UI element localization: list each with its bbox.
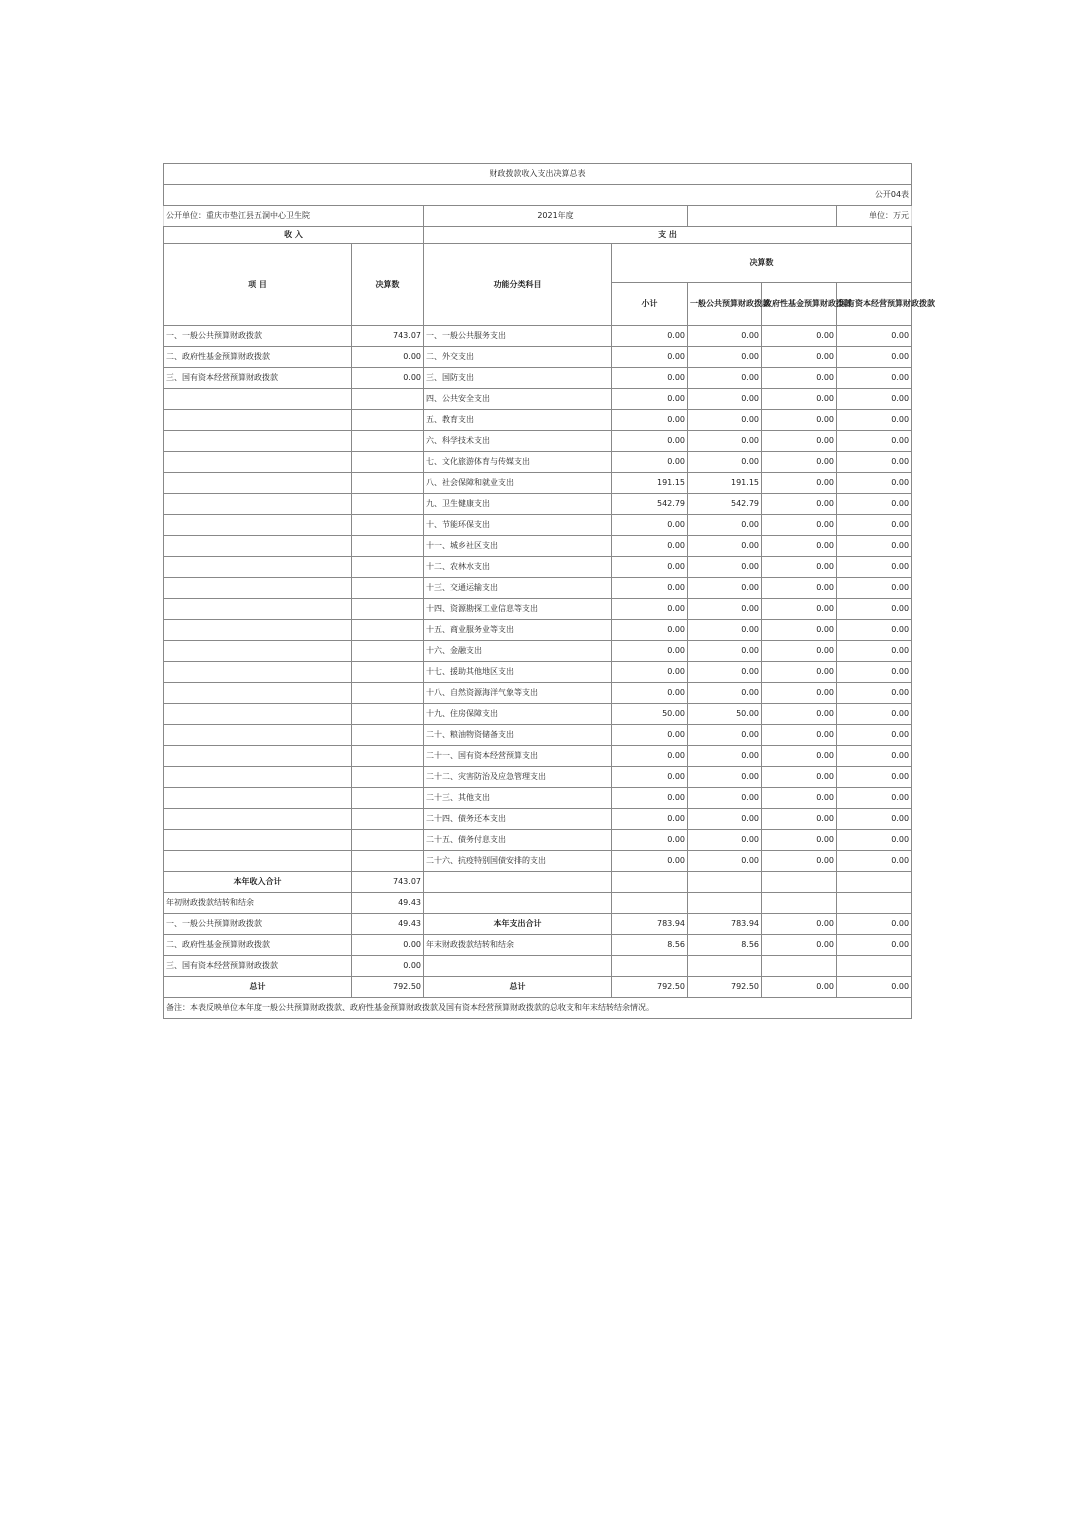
cell-inc-amt: [352, 557, 424, 578]
cell-inc-amt: [352, 809, 424, 830]
cell-exp-item: 二十一、国有资本经营预算支出: [424, 746, 612, 767]
cell-v2: 0.00: [688, 452, 762, 473]
cell-exp-item: 十一、城乡社区支出: [424, 536, 612, 557]
table-row: [164, 704, 912, 725]
cell-v2: 0.00: [688, 662, 762, 683]
cell-v4: 0.00: [837, 746, 912, 767]
footnote: 备注：本表反映单位本年度一般公共预算财政拨款、政府性基金预算财政拨款及国有资本经营预算财政拨款的总收支和年末结转结余情况。: [164, 998, 912, 1019]
cell-v1: 0.00: [612, 788, 688, 809]
cell-exp-item: 二十二、灾害防治及应急管理支出: [424, 767, 612, 788]
cell-v1: 0.00: [612, 746, 688, 767]
carry3-amount: 0.00: [352, 956, 424, 977]
col-func-class: 功能分类科目: [424, 244, 612, 326]
cell-v2: 0.00: [688, 431, 762, 452]
cell-v4: 0.00: [837, 662, 912, 683]
carry3-label: 三、国有资本经营预算财政拨款: [164, 956, 352, 977]
cell-v4: 0.00: [837, 326, 912, 347]
carry-label: 年初财政拨款结转和结余: [164, 893, 352, 914]
cell-v1: 0.00: [612, 599, 688, 620]
cell-exp-item: 九、卫生健康支出: [424, 494, 612, 515]
cell-exp-item: 五、教育支出: [424, 410, 612, 431]
cell-v1: 542.79: [612, 494, 688, 515]
table-row: [164, 452, 912, 473]
cell-v1: 0.00: [612, 830, 688, 851]
col-state-capital: 国有资本经营预算财政拨款: [837, 283, 912, 326]
cell-v3: 0.00: [762, 746, 837, 767]
cell-inc-item: [164, 473, 352, 494]
cell-inc-item: [164, 599, 352, 620]
cell-v4: 0.00: [837, 683, 912, 704]
income-header: 收 入: [164, 227, 424, 244]
cell-inc-amt: [352, 599, 424, 620]
currency-unit: 单位：万元: [837, 206, 912, 227]
table-row: [164, 767, 912, 788]
cell-v2: 0.00: [688, 326, 762, 347]
table-row: [164, 536, 912, 557]
cell-v1: 0.00: [612, 410, 688, 431]
grand-expense-label: 总计: [424, 977, 612, 998]
cell-v3: 0.00: [762, 410, 837, 431]
cell-inc-item: [164, 389, 352, 410]
table-row: [164, 389, 912, 410]
col-amount: 决算数: [352, 244, 424, 326]
cell-inc-item: 一、一般公共预算财政拨款: [164, 326, 352, 347]
cell-exp-item: 十七、援助其他地区支出: [424, 662, 612, 683]
cell-v2: 0.00: [688, 368, 762, 389]
table-row: [164, 662, 912, 683]
cell-inc-item: [164, 725, 352, 746]
cell-inc-item: [164, 809, 352, 830]
cell-v2: 0.00: [688, 809, 762, 830]
cell-v2: 0.00: [688, 536, 762, 557]
grand-expense-3: 0.00: [837, 977, 912, 998]
cell-v3: 0.00: [762, 725, 837, 746]
cell-v1: 0.00: [612, 683, 688, 704]
cell-inc-item: [164, 536, 352, 557]
table-row: [164, 746, 912, 767]
table-row: [164, 620, 912, 641]
cell-v2: 0.00: [688, 578, 762, 599]
cell-v4: 0.00: [837, 704, 912, 725]
cell-exp-item: 十、节能环保支出: [424, 515, 612, 536]
cell-exp-item: 二十、粮油物资储备支出: [424, 725, 612, 746]
cell-exp-item: 三、国防支出: [424, 368, 612, 389]
cell-v1: 50.00: [612, 704, 688, 725]
cell-inc-amt: [352, 452, 424, 473]
cell-inc-amt: [352, 746, 424, 767]
cell-v4: 0.00: [837, 620, 912, 641]
cell-v4: 0.00: [837, 830, 912, 851]
cell-v4: 0.00: [837, 767, 912, 788]
cell-inc-item: [164, 662, 352, 683]
end-carry-3: 0.00: [837, 935, 912, 956]
cell-v3: 0.00: [762, 494, 837, 515]
cell-v2: 0.00: [688, 830, 762, 851]
cell-v1: 0.00: [612, 557, 688, 578]
cell-inc-amt: [352, 578, 424, 599]
cell-inc-amt: [352, 704, 424, 725]
cell-exp-item: 四、公共安全支出: [424, 389, 612, 410]
col-general: 一般公共预算财政拨款: [688, 283, 762, 326]
cell-inc-item: [164, 431, 352, 452]
cell-v3: 0.00: [762, 620, 837, 641]
cell-exp-item: 十八、自然资源海洋气象等支出: [424, 683, 612, 704]
cell-v3: 0.00: [762, 473, 837, 494]
carry-amount: 49.43: [352, 893, 424, 914]
cell-v2: 50.00: [688, 704, 762, 725]
cell-inc-item: 三、国有资本经营预算财政拨款: [164, 368, 352, 389]
cell-inc-item: [164, 641, 352, 662]
cell-v3: 0.00: [762, 830, 837, 851]
table-row: [164, 515, 912, 536]
grand-income: 792.50: [352, 977, 424, 998]
cell-v4: 0.00: [837, 515, 912, 536]
cell-v4: 0.00: [837, 809, 912, 830]
cell-v3: 0.00: [762, 368, 837, 389]
cell-v3: 0.00: [762, 452, 837, 473]
cell-inc-item: [164, 851, 352, 872]
col-item: 项 目: [164, 244, 352, 326]
cell-v4: 0.00: [837, 347, 912, 368]
cell-v3: 0.00: [762, 788, 837, 809]
table-row: [164, 347, 912, 368]
cell-exp-item: 八、社会保障和就业支出: [424, 473, 612, 494]
budget-sheet: [163, 163, 935, 1019]
table-row: [164, 788, 912, 809]
cell-v4: 0.00: [837, 536, 912, 557]
expense-total-0: 783.94: [612, 914, 688, 935]
cell-v4: 0.00: [837, 641, 912, 662]
cell-v1: 0.00: [612, 326, 688, 347]
cell-v1: 0.00: [612, 536, 688, 557]
income-total: 743.07: [352, 872, 424, 893]
fiscal-year: 2021年度: [424, 206, 688, 227]
cell-exp-item: 十三、交通运输支出: [424, 578, 612, 599]
cell-v1: 0.00: [612, 767, 688, 788]
cell-inc-item: [164, 788, 352, 809]
expense-header: 支 出: [424, 227, 912, 244]
end-carry-1: 8.56: [688, 935, 762, 956]
cell-exp-item: 二十五、债务付息支出: [424, 830, 612, 851]
cell-inc-amt: [352, 830, 424, 851]
cell-exp-item: 二十四、债务还本支出: [424, 809, 612, 830]
cell-v3: 0.00: [762, 683, 837, 704]
cell-v4: 0.00: [837, 368, 912, 389]
final-accounts-table: [163, 163, 935, 1019]
table-row: [164, 641, 912, 662]
cell-v4: 0.00: [837, 431, 912, 452]
cell-exp-item: 十四、资源勘探工业信息等支出: [424, 599, 612, 620]
cell-v1: 0.00: [612, 641, 688, 662]
cell-v3: 0.00: [762, 704, 837, 725]
cell-inc-item: [164, 452, 352, 473]
cell-inc-amt: 0.00: [352, 347, 424, 368]
table-row: [164, 494, 912, 515]
cell-inc-item: [164, 704, 352, 725]
cell-inc-item: [164, 683, 352, 704]
table-row: [164, 599, 912, 620]
cell-exp-item: 二十三、其他支出: [424, 788, 612, 809]
table-row: [164, 473, 912, 494]
cell-inc-item: [164, 410, 352, 431]
cell-inc-item: [164, 830, 352, 851]
cell-v2: 0.00: [688, 788, 762, 809]
cell-v3: 0.00: [762, 431, 837, 452]
cell-inc-amt: [352, 851, 424, 872]
cell-inc-amt: [352, 431, 424, 452]
col-final: 决算数: [612, 244, 912, 283]
table-row: [164, 431, 912, 452]
cell-v3: 0.00: [762, 599, 837, 620]
cell-inc-amt: 743.07: [352, 326, 424, 347]
cell-v3: 0.00: [762, 641, 837, 662]
cell-inc-item: [164, 578, 352, 599]
expense-total-2: 0.00: [762, 914, 837, 935]
cell-inc-amt: [352, 662, 424, 683]
sheet-title: 财政拨款收入支出决算总表: [164, 164, 912, 185]
cell-v1: 0.00: [612, 578, 688, 599]
table-row: [164, 725, 912, 746]
cell-v4: 0.00: [837, 410, 912, 431]
cell-exp-item: 二、外交支出: [424, 347, 612, 368]
cell-v2: 542.79: [688, 494, 762, 515]
cell-exp-item: 十二、农林水支出: [424, 557, 612, 578]
cell-exp-item: 七、文化旅游体育与传媒支出: [424, 452, 612, 473]
cell-v2: 191.15: [688, 473, 762, 494]
cell-v4: 0.00: [837, 599, 912, 620]
cell-v1: 0.00: [612, 389, 688, 410]
table-row: [164, 578, 912, 599]
carry2-label: 二、政府性基金预算财政拨款: [164, 935, 352, 956]
cell-v2: 0.00: [688, 557, 762, 578]
cell-v4: 0.00: [837, 725, 912, 746]
cell-v2: 0.00: [688, 746, 762, 767]
grand-income-label: 总计: [164, 977, 352, 998]
end-carry-2: 0.00: [762, 935, 837, 956]
cell-v1: 0.00: [612, 620, 688, 641]
cell-inc-amt: 0.00: [352, 368, 424, 389]
cell-v1: 0.00: [612, 347, 688, 368]
cell-v4: 0.00: [837, 788, 912, 809]
cell-v2: 0.00: [688, 389, 762, 410]
cell-v1: 0.00: [612, 662, 688, 683]
cell-inc-amt: [352, 767, 424, 788]
cell-v4: 0.00: [837, 473, 912, 494]
unit-label: 公开单位：重庆市垫江县五洞中心卫生院: [164, 206, 424, 227]
cell-inc-item: 二、政府性基金预算财政拨款: [164, 347, 352, 368]
cell-v3: 0.00: [762, 578, 837, 599]
cell-v2: 0.00: [688, 347, 762, 368]
cell-v3: 0.00: [762, 851, 837, 872]
table-row: [164, 326, 912, 347]
cell-inc-item: [164, 620, 352, 641]
cell-inc-amt: [352, 683, 424, 704]
col-subtotal: 小计: [612, 283, 688, 326]
cell-v2: 0.00: [688, 620, 762, 641]
table-row: [164, 683, 912, 704]
cell-v2: 0.00: [688, 725, 762, 746]
cell-exp-item: 二十六、抗疫特别国债安排的支出: [424, 851, 612, 872]
carry1-amount: 49.43: [352, 914, 424, 935]
cell-v1: 191.15: [612, 473, 688, 494]
cell-inc-amt: [352, 788, 424, 809]
cell-inc-item: [164, 557, 352, 578]
cell-inc-amt: [352, 641, 424, 662]
cell-inc-amt: [352, 410, 424, 431]
cell-v3: 0.00: [762, 515, 837, 536]
cell-exp-item: 十五、商业服务业等支出: [424, 620, 612, 641]
expense-total-3: 0.00: [837, 914, 912, 935]
cell-inc-item: [164, 767, 352, 788]
cell-inc-item: [164, 746, 352, 767]
table-row: [164, 410, 912, 431]
cell-v4: 0.00: [837, 389, 912, 410]
carry1-label: 一、一般公共预算财政拨款: [164, 914, 352, 935]
cell-v3: 0.00: [762, 767, 837, 788]
grand-expense-0: 792.50: [612, 977, 688, 998]
table-row: [164, 557, 912, 578]
expense-total-1: 783.94: [688, 914, 762, 935]
cell-v1: 0.00: [612, 368, 688, 389]
cell-v2: 0.00: [688, 515, 762, 536]
cell-inc-item: [164, 515, 352, 536]
cell-v2: 0.00: [688, 683, 762, 704]
cell-inc-amt: [352, 725, 424, 746]
cell-inc-amt: [352, 473, 424, 494]
cell-v4: 0.00: [837, 578, 912, 599]
expense-total-label: 本年支出合计: [424, 914, 612, 935]
cell-v2: 0.00: [688, 641, 762, 662]
form-number: 公开04表: [837, 185, 912, 206]
cell-inc-amt: [352, 620, 424, 641]
cell-v1: 0.00: [612, 515, 688, 536]
end-carry-0: 8.56: [612, 935, 688, 956]
cell-exp-item: 十六、金融支出: [424, 641, 612, 662]
table-row: [164, 851, 912, 872]
cell-inc-item: [164, 494, 352, 515]
cell-exp-item: 十九、住房保障支出: [424, 704, 612, 725]
table-row: [164, 368, 912, 389]
cell-v2: 0.00: [688, 851, 762, 872]
cell-v1: 0.00: [612, 725, 688, 746]
cell-v4: 0.00: [837, 851, 912, 872]
cell-inc-amt: [352, 515, 424, 536]
cell-v3: 0.00: [762, 557, 837, 578]
cell-v1: 0.00: [612, 851, 688, 872]
cell-v2: 0.00: [688, 767, 762, 788]
cell-v4: 0.00: [837, 452, 912, 473]
cell-v1: 0.00: [612, 809, 688, 830]
cell-v2: 0.00: [688, 410, 762, 431]
grand-expense-2: 0.00: [762, 977, 837, 998]
cell-exp-item: 一、一般公共服务支出: [424, 326, 612, 347]
cell-inc-amt: [352, 494, 424, 515]
end-carry-label: 年末财政拨款结转和结余: [424, 935, 612, 956]
cell-v3: 0.00: [762, 389, 837, 410]
table-row: [164, 830, 912, 851]
cell-v4: 0.00: [837, 557, 912, 578]
cell-v2: 0.00: [688, 599, 762, 620]
cell-v3: 0.00: [762, 662, 837, 683]
cell-inc-amt: [352, 389, 424, 410]
income-total-label: 本年收入合计: [164, 872, 352, 893]
carry2-amount: 0.00: [352, 935, 424, 956]
cell-exp-item: 六、科学技术支出: [424, 431, 612, 452]
col-gov-fund: 政府性基金预算财政拨款: [762, 283, 837, 326]
cell-v1: 0.00: [612, 452, 688, 473]
cell-inc-amt: [352, 536, 424, 557]
cell-v3: 0.00: [762, 536, 837, 557]
grand-expense-1: 792.50: [688, 977, 762, 998]
cell-v3: 0.00: [762, 326, 837, 347]
cell-v3: 0.00: [762, 809, 837, 830]
cell-v4: 0.00: [837, 494, 912, 515]
cell-v3: 0.00: [762, 347, 837, 368]
cell-v1: 0.00: [612, 431, 688, 452]
table-row: [164, 809, 912, 830]
